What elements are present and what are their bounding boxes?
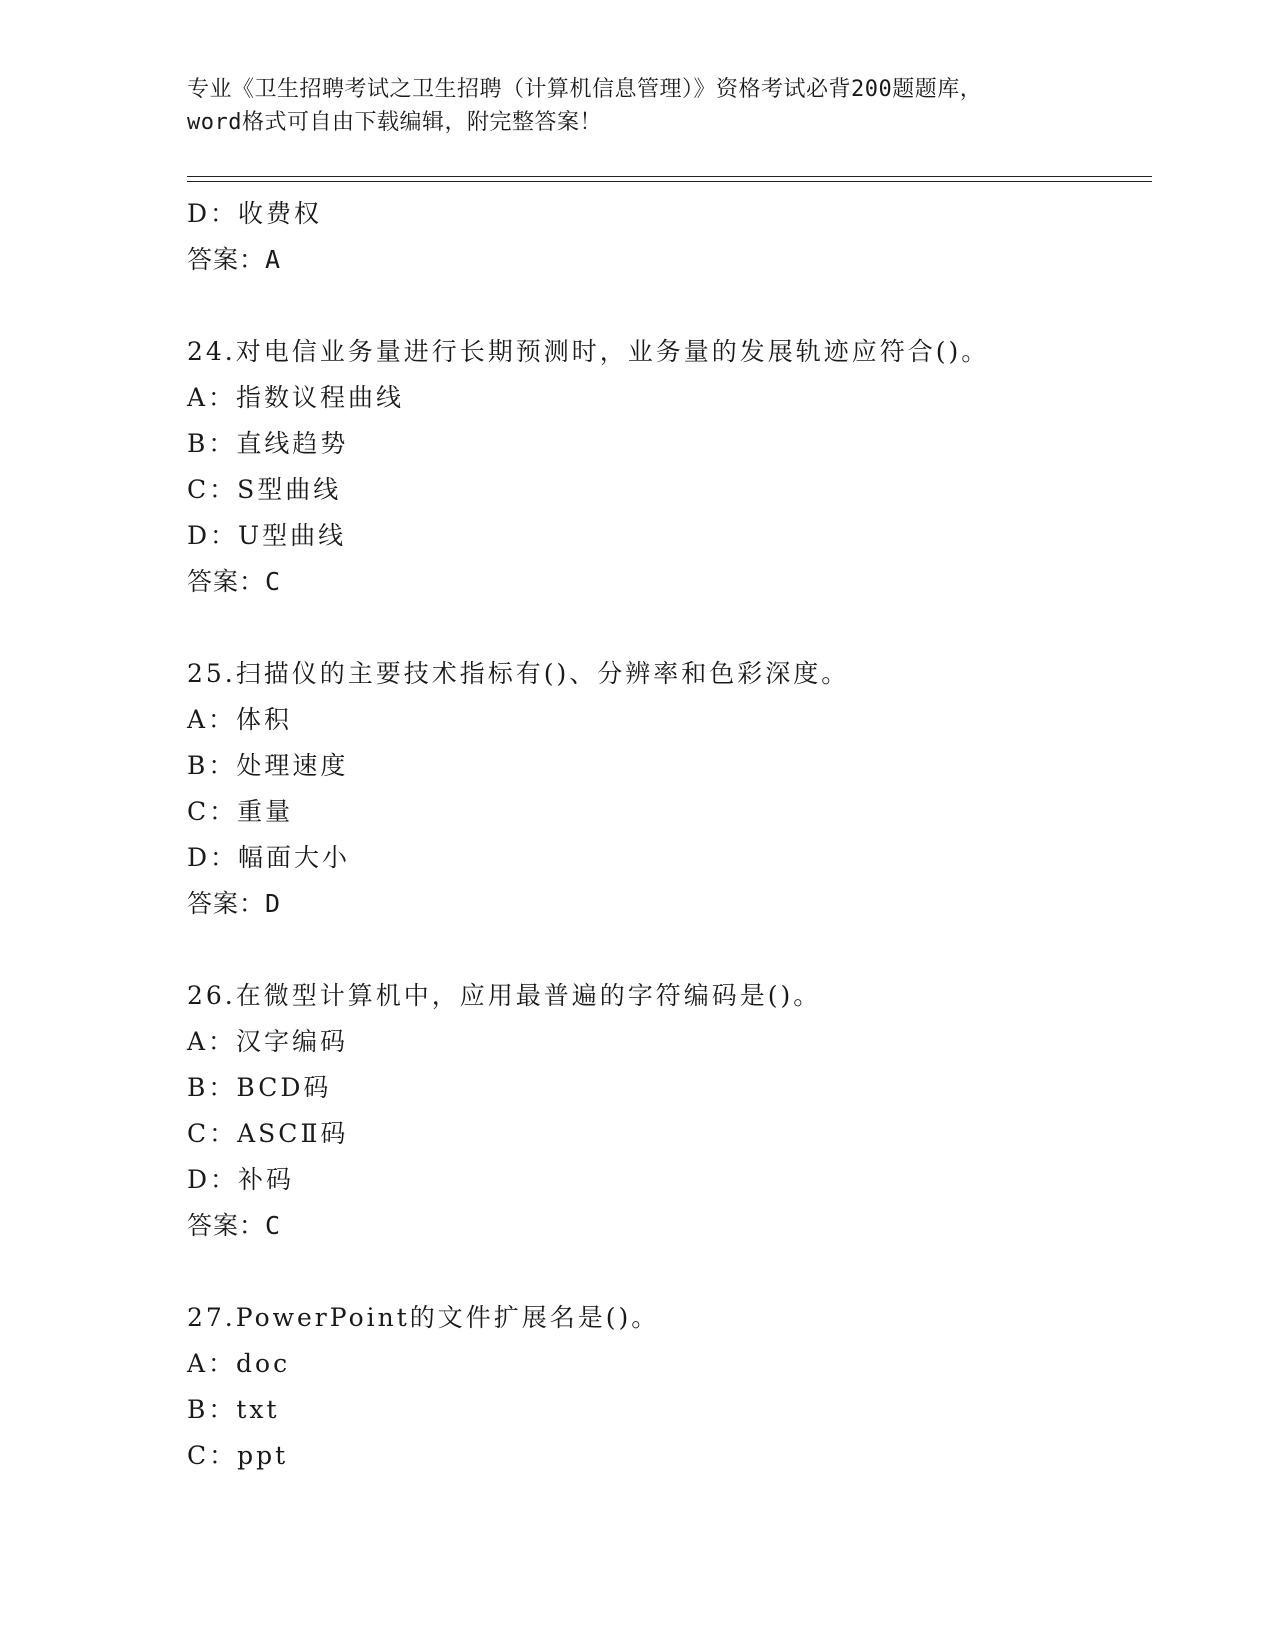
spacer <box>187 1249 1152 1295</box>
spacer <box>187 927 1152 973</box>
option-item: A：doc <box>187 1349 291 1378</box>
header-subtitle-line: word格式可自由下载编辑，附完整答案！ <box>187 110 602 135</box>
option-item: C：ppt <box>187 1441 289 1470</box>
option-item: A：汉字编码 <box>187 1027 349 1056</box>
question-block <box>187 651 1152 927</box>
question-block <box>187 973 1152 1249</box>
spacer <box>187 283 1152 329</box>
header-divider-top <box>187 176 1152 177</box>
option-item: D：补码 <box>187 1165 295 1194</box>
header-divider-bottom <box>187 181 1152 182</box>
answer-line: 答案：A <box>187 245 282 274</box>
header-title-line: 专业《卫生招聘考试之卫生招聘（计算机信息管理）》资格考试必背200题题库， <box>187 77 983 102</box>
option-item: B：txt <box>187 1395 280 1424</box>
question-stem: 27.PowerPoint的文件扩展名是()。 <box>187 1303 660 1332</box>
option-item: B：直线趋势 <box>187 429 349 458</box>
question-stem: 25.扫描仪的主要技术指标有()、分辨率和色彩深度。 <box>187 659 850 688</box>
option-item: B：处理速度 <box>187 751 349 780</box>
question-block <box>187 1295 1152 1479</box>
option-item: C：重量 <box>187 797 294 826</box>
document-header <box>187 73 1087 139</box>
option-item: A：体积 <box>187 705 293 734</box>
answer-line: 答案：D <box>187 889 282 918</box>
question-stem: 26.在微型计算机中，应用最普遍的字符编码是()。 <box>187 981 822 1010</box>
option-item: D：收费权 <box>187 199 323 228</box>
question-stem: 24.对电信业务量进行长期预测时，业务量的发展轨迹应符合()。 <box>187 337 990 366</box>
option-item: A：指数议程曲线 <box>187 383 405 412</box>
option-item: D：幅面大小 <box>187 843 351 872</box>
answer-line: 答案：C <box>187 567 282 596</box>
option-item: C：S型曲线 <box>187 475 342 504</box>
question-list <box>187 191 1152 1479</box>
option-item: D：U型曲线 <box>187 521 347 550</box>
answer-line: 答案：C <box>187 1211 282 1240</box>
question-block <box>187 329 1152 605</box>
option-item: B：BCD码 <box>187 1073 332 1102</box>
option-item: C：ASCⅡ码 <box>187 1119 349 1148</box>
spacer <box>187 605 1152 651</box>
